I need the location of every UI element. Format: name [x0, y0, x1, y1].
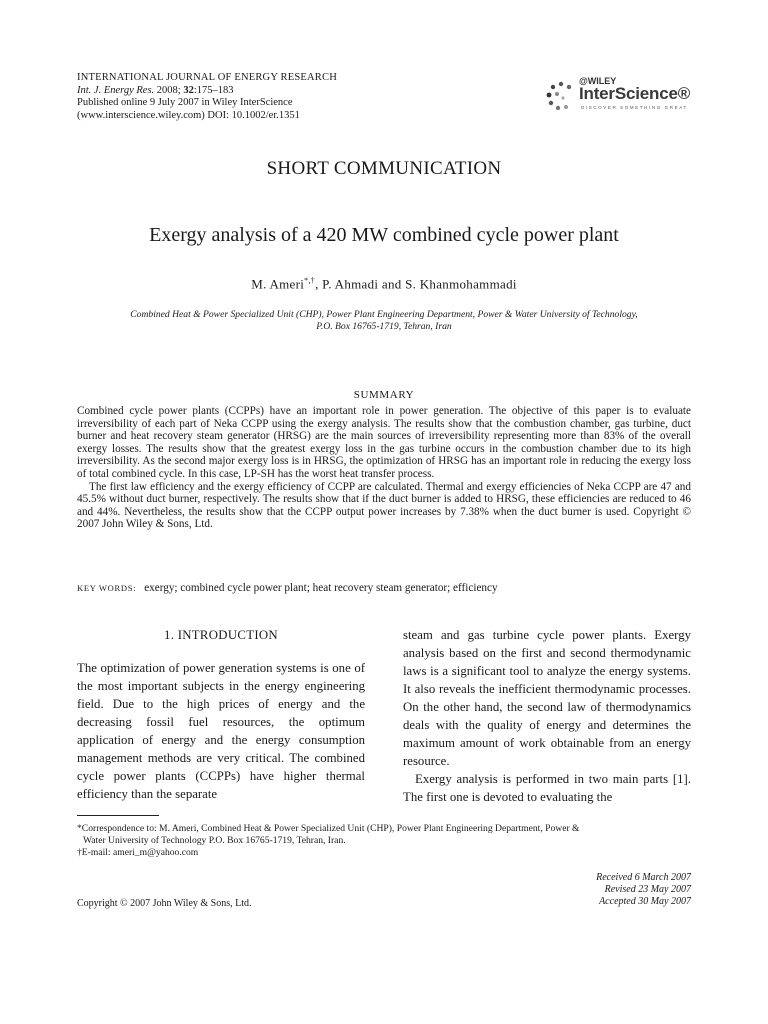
citation-pages: :175–183 [193, 84, 234, 96]
author-marks: *,† [304, 276, 316, 285]
correspondence-line-1: *Correspondence to: M. Ameri, Combined Heat & Power Specialized Unit (CHP), Power Plant Engineering Department, Power & [77, 823, 580, 834]
author-ameri: M. Ameri [251, 276, 305, 292]
correspondence-line-2: Water University of Technology P.O. Box 16765-1719, Tehran, Iran. [83, 834, 346, 846]
summary-body [77, 405, 691, 531]
footer-copyright: Copyright © 2007 John Wiley & Sons, Ltd. [77, 898, 252, 909]
wiley-interscience-logo [545, 76, 695, 116]
published-line: Published online 9 July 2007 in Wiley InterScience [77, 97, 293, 108]
intro-paragraph-right-2: Exergy analysis is performed in two main parts [1]. The first one is devoted to evaluating the [403, 772, 691, 804]
journal-header [77, 72, 337, 122]
footnote-divider [77, 815, 159, 816]
summary-paragraph-1: Combined cycle power plants (CCPPs) have an important role in power generation. The objective of this paper is to evaluate irreversibility of each part of Neka CCPP using the exergy analysis. The results show that the combustion chamber, gas turbine, duct burner and heat recovery steam generator (HRSG) are the main sources of irreversibility representing more than 83% of the overall exergy losses. The results show that the greatest exergy loss in the gas turbine occurs in the combustion chamber due to its high irreversibility. As the second major exergy loss is in HRSG, the optimization of HRSG has an important role in reducing the exergy loss of total combined cycle. In this case, LP-SH has the worst heat transfer process. [77, 405, 691, 480]
received-date: Received 6 March 2007 [596, 872, 691, 883]
article-authors [0, 276, 768, 292]
article-type: SHORT COMMUNICATION [266, 158, 502, 179]
footnotes [77, 823, 691, 858]
wiley-wordmark: @WILEY [579, 76, 617, 86]
logo-tagline: DISCOVER SOMETHING GREAT [581, 105, 688, 110]
citation-year: 2008; [154, 84, 184, 96]
affiliation-line-1: Combined Heat & Power Specialized Unit (CHP), Power Plant Engineering Department, Power & Water University of Technology, [130, 309, 638, 320]
introduction-left-column [77, 659, 365, 803]
citation-volume: 32 [183, 84, 194, 96]
interscience-wordmark: InterScience® [579, 84, 691, 103]
summary-heading: SUMMARY [353, 389, 415, 401]
dots-logo-icon [545, 80, 577, 112]
keywords-label: KEY WORDS: [77, 583, 137, 593]
revised-date: Revised 23 May 2007 [604, 884, 691, 895]
intro-paragraph-right-1: steam and gas turbine cycle power plants. Exergy analysis based on the first and second thermodynamic laws is a significant tool to analyze the energy systems. It also reveals the inefficient thermodynamic processes. On the other hand, the second law of thermodynamics deals with the quality of energy and determines the maximum amount of work obtainable from an energy resource. [403, 628, 691, 768]
article-title: Exergy analysis of a 420 MW combined cycle power plant [149, 224, 619, 246]
intro-paragraph-left: The optimization of power generation systems is one of the most important subjects in the energy engineering field. Due to the high prices of energy and the decreasing fossil fuel resources, the optimum application of energy and the energy consumption management methods are very critical. The combined cycle power plants (CCPPs) have higher thermal efficiency than the separate [77, 661, 365, 801]
email-footnote: †E-mail: ameri_m@yahoo.com [77, 846, 199, 858]
affiliation-line-2: P.O. Box 16765-1719, Tehran, Iran [316, 321, 452, 332]
introduction-heading: 1. INTRODUCTION [164, 628, 278, 642]
accepted-date: Accepted 30 May 2007 [599, 896, 691, 907]
summary-paragraph-2: The first law efficiency and the exergy efficiency of CCPP are calculated. Thermal and exergy efficiencies of Neka CCPP are 47 and 45.5% without duct burner, respectively. The results show that if the duct burner is added to HRSG, these efficiencies are reduced to 46 and 44%. Nevertheless, the results show that the CCPP output power increases by 7.38% when the duct burner is used. Copyright © 2007 John Wiley & Sons, Ltd. [77, 480, 691, 531]
affiliation [77, 309, 691, 333]
journal-citation [77, 85, 337, 98]
keywords-text: exergy; combined cycle power plant; heat recovery steam generator; efficiency [144, 582, 498, 594]
article-dates [520, 872, 691, 908]
keywords [77, 582, 691, 594]
other-authors: , P. Ahmadi and S. Khanmohammadi [315, 276, 517, 292]
doi-line: (www.interscience.wiley.com) DOI: 10.1002/er.1351 [77, 109, 300, 121]
citation-journal-abbrev: Int. J. Energy Res. [77, 84, 155, 96]
journal-name: INTERNATIONAL JOURNAL OF ENERGY RESEARCH [77, 72, 337, 83]
introduction-right-column [403, 626, 691, 806]
